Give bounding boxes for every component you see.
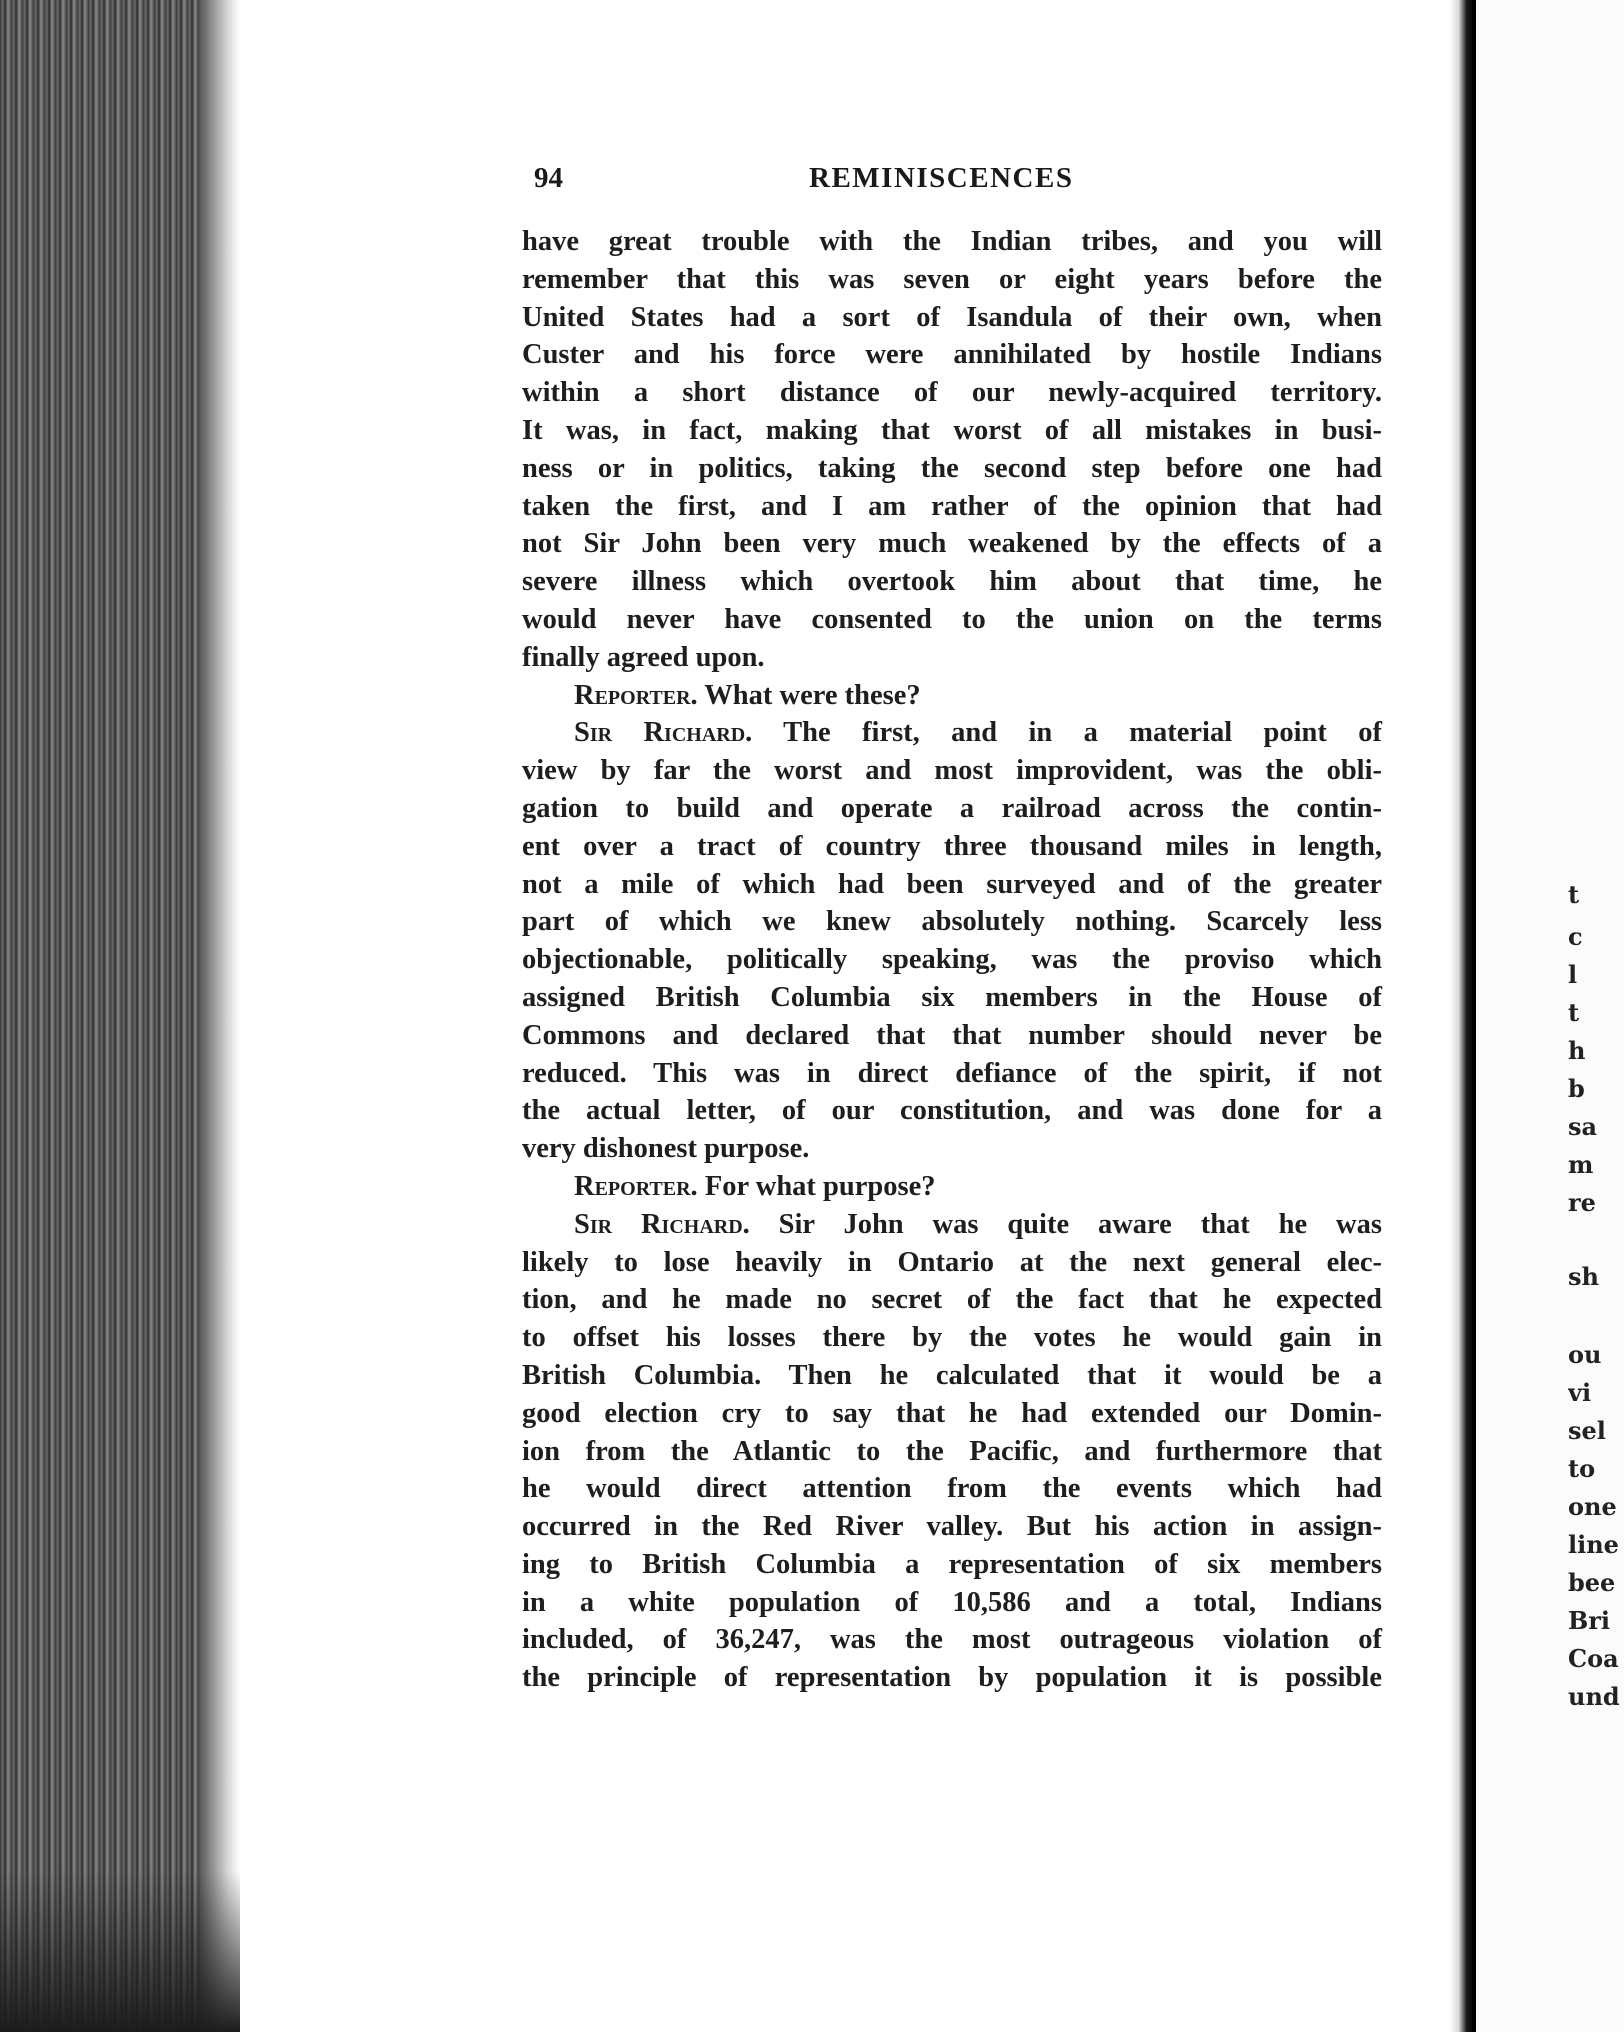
line-text: to offset his losses there by the votes he would gain in xyxy=(522,1322,1382,1354)
facing-page-fragment: re xyxy=(1568,1188,1596,1217)
facing-page-fragment: sh xyxy=(1568,1262,1599,1291)
speaker-name: Sir Richard. xyxy=(574,717,753,749)
text-line xyxy=(522,1621,1382,1659)
facing-page-fragment: line xyxy=(1568,1530,1619,1559)
text-line xyxy=(522,979,1382,1017)
text-line xyxy=(522,299,1382,337)
body-text xyxy=(522,223,1382,1697)
line-text: the actual letter, of our constitution, and was done for a xyxy=(522,1095,1382,1127)
line-text: finally agreed upon. xyxy=(522,641,765,673)
text-line xyxy=(522,866,1382,904)
line-text: It was, in fact, making that worst of all mistakes in busi- xyxy=(522,414,1382,446)
line-text: not a mile of which had been surveyed and of the greater xyxy=(522,868,1382,900)
facing-page-edge xyxy=(1472,0,1476,2032)
text-line xyxy=(522,1206,1382,1244)
line-text: ing to British Columbia a representation of six members xyxy=(522,1548,1382,1580)
text-line xyxy=(522,374,1382,412)
text-line xyxy=(522,488,1382,526)
facing-page-fragment: b xyxy=(1568,1074,1585,1103)
text-line xyxy=(522,790,1382,828)
facing-page-fragment: sel xyxy=(1568,1416,1606,1445)
line-text: Sir John was quite aware that he was xyxy=(749,1208,1382,1240)
line-text: likely to lose heavily in Ontario at the next general elec- xyxy=(522,1246,1382,1278)
text-line xyxy=(522,1319,1382,1357)
line-text: ent over a tract of country three thousand miles in length, xyxy=(522,830,1382,862)
line-text: United States had a sort of Isandula of their own, when xyxy=(522,301,1382,333)
speaker-name: Reporter. xyxy=(574,1170,698,1202)
text-line xyxy=(522,752,1382,790)
speaker-name: Sir Richard. xyxy=(574,1208,750,1240)
text-line xyxy=(522,1508,1382,1546)
line-text: Custer and his force were annihilated by hostile Indians xyxy=(522,339,1382,371)
facing-page-fragment: one xyxy=(1568,1492,1617,1521)
running-head: REMINISCENCES xyxy=(809,162,1074,194)
page-edge-shadow xyxy=(200,0,240,2032)
facing-page-fragment: l xyxy=(1568,960,1578,989)
facing-page-fragment: t xyxy=(1568,998,1580,1027)
facing-page-fragment: ou xyxy=(1568,1340,1602,1369)
text-line xyxy=(522,1584,1382,1622)
facing-page-fragment: und xyxy=(1568,1682,1620,1711)
facing-page-fragment: sa xyxy=(1568,1112,1598,1141)
line-text: tion, and he made no secret of the fact that he expected xyxy=(522,1284,1382,1316)
facing-page-fragment: to xyxy=(1568,1454,1596,1483)
text-line xyxy=(522,1395,1382,1433)
text-line xyxy=(522,1470,1382,1508)
book-gutter xyxy=(1450,0,1472,2032)
line-text: objectionable, politically speaking, was the proviso which xyxy=(522,944,1382,976)
line-text: would never have consented to the union on the terms xyxy=(522,603,1382,635)
page-edge-bottom-shadow xyxy=(0,1870,240,2032)
facing-page-fragment: h xyxy=(1568,1036,1586,1065)
line-text: not Sir John been very much weakened by the effects of a xyxy=(522,528,1382,560)
facing-page-fragment: Bri xyxy=(1568,1606,1611,1635)
text-line xyxy=(522,1659,1382,1697)
text-line xyxy=(522,1130,1382,1168)
text-line xyxy=(522,261,1382,299)
facing-page-fragment: t xyxy=(1568,880,1580,909)
facing-page-fragment: m xyxy=(1568,1150,1594,1179)
line-text: reduced. This was in direct defiance of the spirit, if not xyxy=(522,1057,1382,1089)
text-line xyxy=(522,941,1382,979)
text-line xyxy=(522,714,1382,752)
facing-page-fragment: vi xyxy=(1568,1378,1592,1407)
text-line xyxy=(522,336,1382,374)
text-line xyxy=(522,601,1382,639)
book-page-edges xyxy=(0,0,220,2032)
line-text: gation to build and operate a railroad across the contin- xyxy=(522,792,1382,824)
text-line xyxy=(522,639,1382,677)
line-text: within a short distance of our newly-acquired territory. xyxy=(522,377,1382,409)
text-line xyxy=(522,828,1382,866)
text-line xyxy=(522,903,1382,941)
line-text: For what purpose? xyxy=(697,1170,936,1202)
text-line xyxy=(522,1433,1382,1471)
line-text: the principle of representation by population it is possible xyxy=(522,1662,1382,1694)
text-line xyxy=(522,1055,1382,1093)
page-number: 94 xyxy=(534,162,563,194)
line-text: part of which we knew absolutely nothing. Scarcely less xyxy=(522,906,1382,938)
text-line xyxy=(522,223,1382,261)
text-line xyxy=(522,1357,1382,1395)
text-line xyxy=(522,1546,1382,1584)
text-line xyxy=(522,525,1382,563)
text-line xyxy=(522,412,1382,450)
line-text: ness or in politics, taking the second step before one had xyxy=(522,452,1382,484)
facing-page-fragment: c xyxy=(1568,922,1583,951)
text-line xyxy=(522,1017,1382,1055)
text-line xyxy=(522,450,1382,488)
text-line xyxy=(522,677,1382,715)
line-text: in a white population of 10,586 and a total, Indians xyxy=(522,1586,1382,1618)
line-text: have great trouble with the Indian tribes, and you will xyxy=(522,226,1382,257)
line-text: good election cry to say that he had extended our Domin- xyxy=(522,1397,1382,1429)
line-text: Commons and declared that that number should never be xyxy=(522,1019,1382,1051)
line-text: taken the first, and I am rather of the opinion that had xyxy=(522,490,1382,522)
line-text: What were these? xyxy=(697,679,921,711)
line-text: very dishonest purpose. xyxy=(522,1133,810,1165)
facing-page-fragment: Coa xyxy=(1568,1644,1619,1673)
line-text: British Columbia. Then he calculated that it would be a xyxy=(522,1359,1382,1391)
line-text: assigned British Columbia six members in the House of xyxy=(522,981,1382,1013)
line-text: ion from the Atlantic to the Pacific, and furthermore that xyxy=(522,1435,1382,1467)
line-text: view by far the worst and most improvident, was the obli- xyxy=(522,755,1382,787)
line-text: remember that this was seven or eight years before the xyxy=(522,263,1382,295)
text-line xyxy=(522,1092,1382,1130)
facing-page-fragment: bee xyxy=(1568,1568,1616,1597)
text-line xyxy=(522,1168,1382,1206)
text-line xyxy=(522,1281,1382,1319)
facing-page-text-fragments xyxy=(1568,0,1624,2032)
line-text: severe illness which overtook him about that time, he xyxy=(522,566,1382,598)
text-line xyxy=(522,563,1382,601)
line-text: included, of 36,247, was the most outrageous violation of xyxy=(522,1624,1382,1656)
text-line xyxy=(522,1244,1382,1282)
line-text: The first, and in a material point of xyxy=(752,717,1382,749)
line-text: he would direct attention from the events which had xyxy=(522,1473,1382,1505)
line-text: occurred in the Red River valley. But his action in assign- xyxy=(522,1511,1382,1543)
page-header xyxy=(534,162,1404,202)
speaker-name: Reporter. xyxy=(574,679,698,711)
